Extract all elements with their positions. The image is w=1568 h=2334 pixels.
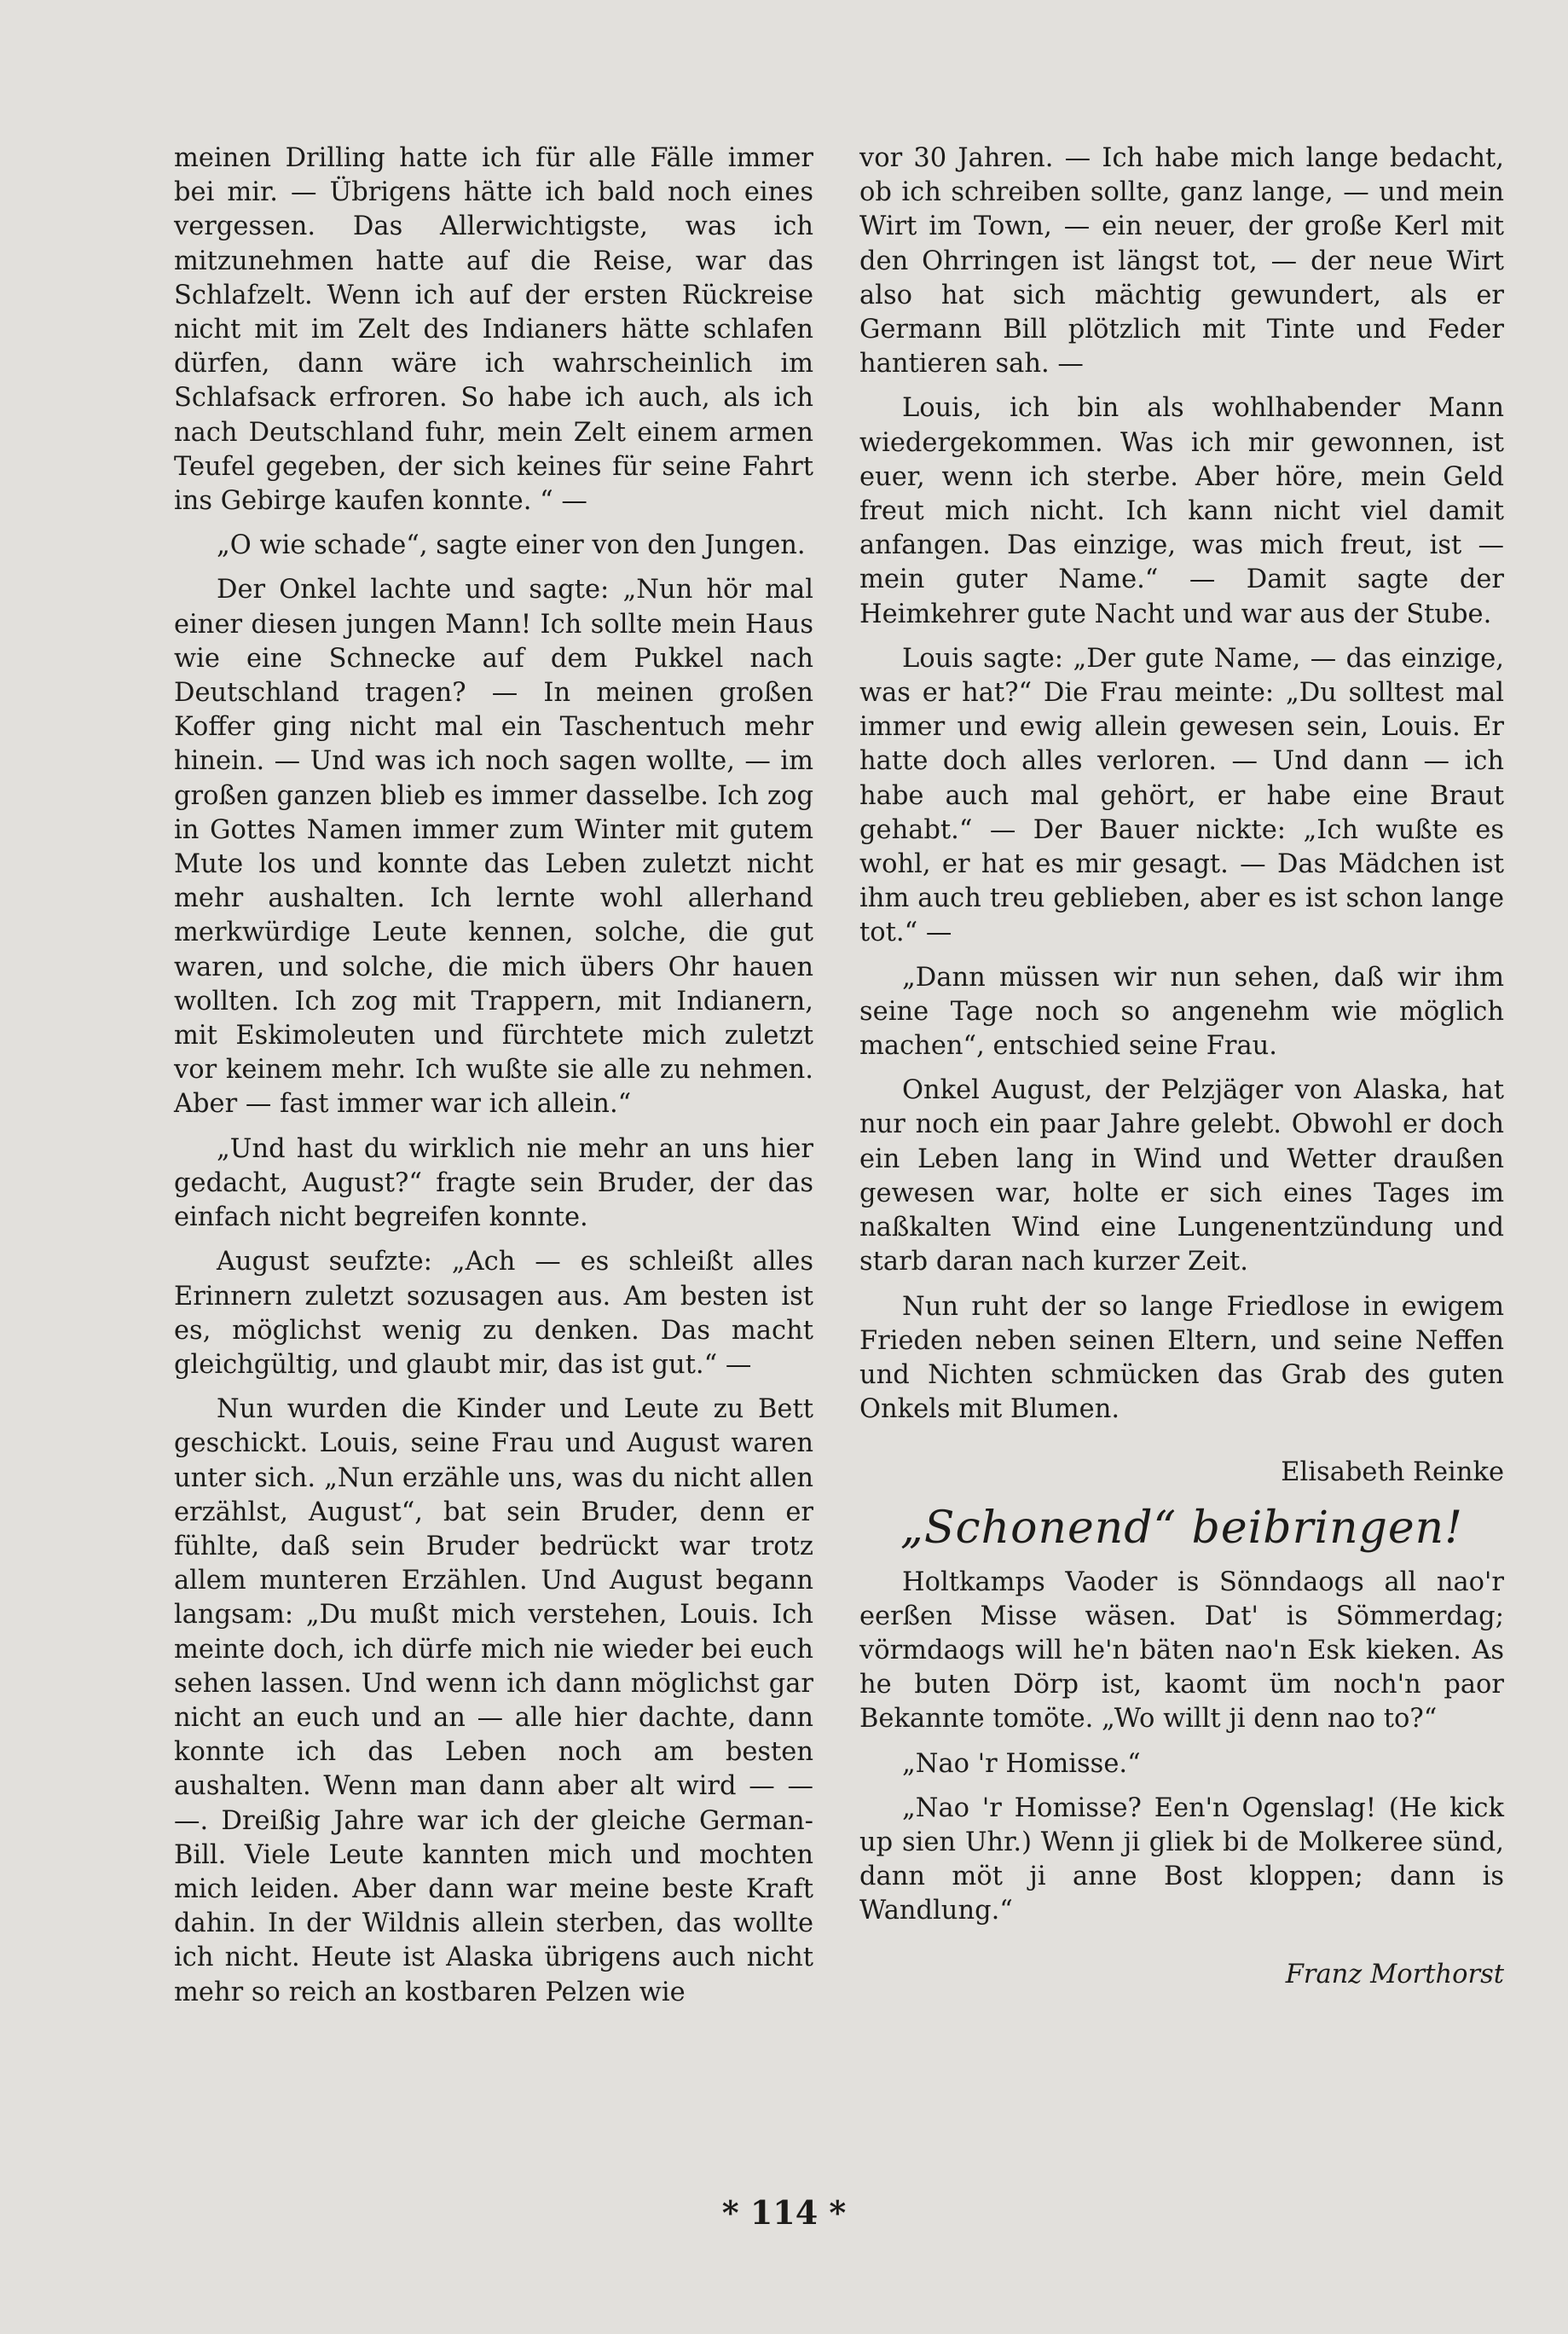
paragraph: Nun wurden die Kinder und Leute zu Bett geschickt. Louis, seine Frau und August waren unter sich. „Nun erzähle uns, was du nicht allen erzählst, August“, bat sein Bruder, denn er fühlte, daß sein Bruder bedrückt war trotz allem munteren Erzählen. Und August begann langsam: „Du mußt mich verstehen, Louis. Ich meinte doch, ich dürfe mich nie wieder bei euch sehen lassen. Und wenn ich dann möglichst gar nicht an euch und an — alle hier dachte, dann konnte ich das Leben noch am besten aushalten. Wenn man dann aber alt wird — — —. Dreißig Jahre war ich der gleiche German-Bill. Viele Leute kannten mich und mochten mich leiden. Aber dann war meine beste Kraft dahin. In der Wildnis allein sterben, das wollte ich nicht. Heute ist Alaska übrigens auch nicht mehr so reich an kostbaren Pelzen wie: [174, 1394, 813, 2007]
left-column: [174, 142, 813, 2020]
author-signature: Franz Morthorst: [1285, 1959, 1504, 1989]
author-signature: Elisabeth Reinke: [1281, 1457, 1504, 1488]
paragraph: meinen Drilling hatte ich für alle Fälle immer bei mir. — Übrigens hätte ich bald noch eines vergessen. Das Allerwichtigste, was ich mitzunehmen hatte auf die Reise, war das Schlafzelt. Wenn ich auf der ersten Rückreise nicht mit im Zelt des Indianers hätte schlafen dürfen, dann wäre ich wahrscheinlich im Schlafsack erfroren. So habe ich auch, als ich nach Deutschland fuhr, mein Zelt einem armen Teufel gegeben, der sich keines für seine Fahrt ins Gebirge kaufen konnte. “ —: [174, 143, 813, 517]
paragraph: August seufzte: „Ach — es schleißt alles Erinnern zuletzt sozusagen aus. Am besten ist es, möglichst wenig zu denken. Das macht gleichgültig, und glaubt mir, das ist gut.“ —: [174, 1247, 813, 1380]
paragraph: Der Onkel lachte und sagte: „Nun hör mal einer diesen jungen Mann! Ich sollte mein Haus wie eine Schnecke auf dem Pukkel nach Deutschland tragen? — In meinen großen Koffer ging nicht mal ein Taschentuch mehr hinein. — Und was ich noch sagen wollte, — im großen ganzen blieb es immer dasselbe. Ich zog in Gottes Namen immer zum Winter mit gutem Mute los und konnte das Leben zuletzt nicht mehr aushalten. Ich lernte wohl allerhand merkwürdige Leute kennen, solche, die gut waren, und solche, die mich übers Ohr hauen wollten. Ich zog mit Trappern, mit Indianern, mit Eskimoleuten und fürchtete mich zuletzt vor keinem mehr. Ich wußte sie alle zu nehmen. Aber — fast immer war ich allein.“: [174, 575, 813, 1120]
paragraph: „Nao 'r Homisse? Een'n Ogenslag! (He kick up sien Uhr.) Wenn ji gliek bi de Molkeree sünd, dann möt ji anne Bost kloppen; dann is Wandlung.“: [859, 1792, 1504, 1926]
page-number: * 114 *: [721, 2193, 847, 2232]
paragraph: vor 30 Jahren. — Ich habe mich lange bedacht, ob ich schreiben sollte, ganz lange, — und mein Wirt im Town, — ein neuer, der große Kerl mit den Ohrringen ist längst tot, — der neue Wirt also hat sich mächtig gewundert, als er Germann Bill plötzlich mit Tinte und Feder hantieren sah. —: [859, 143, 1504, 379]
paragraph: Louis, ich bin als wohlhabender Mann wiedergekommen. Was ich mir gewonnen, ist euer, wenn ich sterbe. Aber höre, mein Geld freut mich nicht. Ich kann nicht viel damit anfangen. Das einzige, was mich freut, ist — mein guter Name.“ — Damit sagte der Heimkehrer gute Nacht und war aus der Stube.: [859, 393, 1504, 629]
story-title: „Schonend“ beibringen!: [900, 1502, 1464, 1554]
paragraph: Nun ruht der so lange Friedlose in ewigem Frieden neben seinen Eltern, und seine Neffen und Nichten schmücken das Grab des guten Onkels mit Blumen.: [859, 1291, 1504, 1425]
paragraph: „Und hast du wirklich nie mehr an uns hier gedacht, August?“ fragte sein Bruder, der das einfach nicht begreifen konnte.: [174, 1133, 813, 1233]
paragraph: Louis sagte: „Der gute Name, — das einzige, was er hat?“ Die Frau meinte: „Du solltest mal immer und ewig allein gewesen sein, Louis. Er hatte doch alles verloren. — Und dann — ich habe auch mal gehört, er habe eine Braut gehabt.“ — Der Bauer nickte: „Ich wußte es wohl, er hat es mir gesagt. — Das Mädchen ist ihm auch treu geblieben, aber es ist schon lange tot.“ —: [859, 643, 1504, 948]
paragraph: Onkel August, der Pelzjäger von Alaska, hat nur noch ein paar Jahre gelebt. Obwohl er doch ein Leben lang in Wind und Wetter draußen gewesen war, holte er sich eines Tages im naßkalten Wind eine Lungenentzündung und starb daran nach kurzer Zeit.: [859, 1075, 1504, 1277]
paragraph: „O wie schade“, sagte einer von den Jungen.: [217, 530, 806, 561]
paragraph: „Nao 'r Homisse.“: [902, 1748, 1141, 1779]
paragraph: „Dann müssen wir nun sehen, daß wir ihm seine Tage noch so angenehm wie möglich machen“, entschied seine Frau.: [859, 962, 1504, 1062]
right-column: [859, 142, 1504, 2002]
paragraph: Holtkamps Vaoder is Sönndaogs all nao'r eerßen Misse wäsen. Dat' is Sömmerdag; vörmdaogs will he'n bäten nao'n Esk kieken. As he buten Dörp ist, kaomt üm noch'n paor Bekannte tomöte. „Wo willt ji denn nao to?“: [859, 1567, 1504, 1735]
